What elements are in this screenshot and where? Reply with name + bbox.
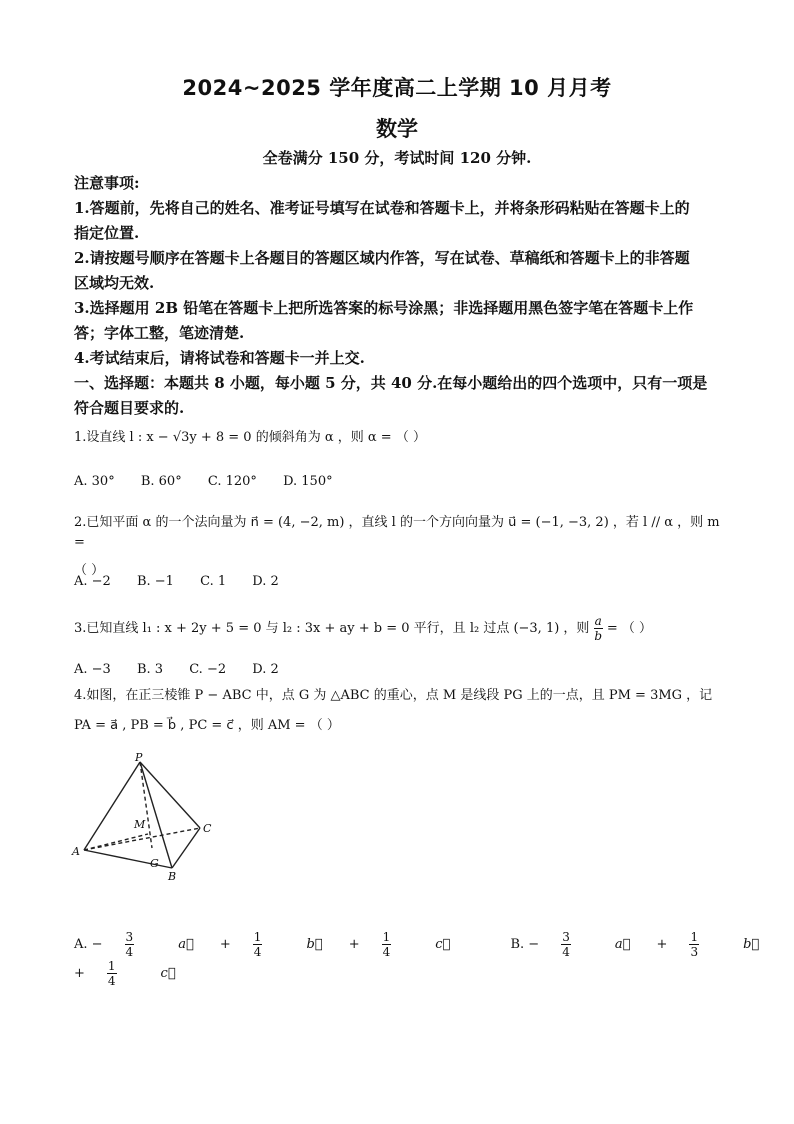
edge-bc bbox=[172, 828, 200, 868]
q3-fraction-den: b bbox=[594, 629, 602, 643]
q4a-frac-1 bbox=[125, 930, 157, 959]
q4b-vec-2: b⃗ bbox=[743, 937, 760, 952]
q4b-frac-3-num: 1 bbox=[107, 959, 116, 973]
q4-option-a bbox=[74, 930, 476, 959]
q3-fraction bbox=[594, 614, 603, 643]
edge-pc bbox=[140, 762, 200, 828]
q1-option-d: D. 150° bbox=[283, 474, 333, 489]
q4a-frac-2-den: 4 bbox=[253, 945, 262, 959]
q4b-frac-1-den: 4 bbox=[562, 945, 570, 959]
exam-subject: 数学 bbox=[376, 117, 418, 141]
question-2-stem bbox=[74, 513, 734, 581]
q4a-frac-3 bbox=[382, 930, 414, 959]
note-1-line-2: 指定位置. bbox=[74, 224, 140, 242]
q2-option-d: D. 2 bbox=[252, 574, 279, 589]
label-b: B bbox=[168, 870, 177, 882]
section-1-line-1: 一、选择题：本题共 8 小题，每小题 5 分，共 40 分.在每小题给出的四个选项中，只有一项是 bbox=[74, 374, 708, 392]
q3-option-a: A. −3 bbox=[74, 662, 111, 677]
q4a-vec-3: c⃗ bbox=[435, 937, 451, 952]
exam-title: 2024~2025 学年度高二上学期 10 月月考 bbox=[182, 76, 612, 100]
question-2-options bbox=[74, 574, 301, 589]
edge-pa bbox=[84, 762, 140, 850]
q4a-vec-2: b⃗ bbox=[306, 937, 323, 952]
q4b-sign-2: + bbox=[656, 937, 668, 952]
q4a-vec-1: a⃗ bbox=[178, 937, 194, 952]
q3-option-d: D. 2 bbox=[252, 662, 279, 677]
q4a-frac-1-num: 3 bbox=[125, 930, 134, 944]
q4a-frac-2-num: 1 bbox=[253, 930, 262, 944]
q4a-frac-1-den: 4 bbox=[125, 945, 134, 959]
q4a-sign-2: + bbox=[219, 937, 231, 952]
q2-stem-line-2: （ ） bbox=[74, 563, 105, 578]
q4b-vec-1: a⃗ bbox=[614, 937, 631, 952]
question-1-options bbox=[74, 474, 355, 489]
q2-stem-line-1: 2.已知平面 α 的一个法向量为 n⃗ = (4, −2, m) ，直线 l 的一个方向向量为 u⃗ = (−1, −3, 2) ，若 l // α ，则 m = bbox=[74, 515, 720, 550]
q4b-vec-3: c⃗ bbox=[160, 966, 176, 981]
q3-stem-post: = （ ） bbox=[606, 621, 653, 636]
q3-option-c: C. −2 bbox=[189, 662, 227, 677]
q4b-frac-3 bbox=[107, 959, 139, 988]
q1-option-c: C. 120° bbox=[207, 474, 257, 489]
q4-option-a-prefix: A. − bbox=[74, 937, 103, 952]
q3-option-b: B. 3 bbox=[136, 662, 164, 677]
notes-heading: 注意事项: bbox=[74, 174, 140, 192]
question-4-stem bbox=[74, 686, 734, 736]
q2-option-b: B. −1 bbox=[136, 574, 174, 589]
question-4-options bbox=[74, 930, 794, 988]
label-p: P bbox=[135, 752, 143, 764]
section-1-line-2: 符合题目要求的. bbox=[74, 399, 185, 417]
q4a-frac-3-den: 4 bbox=[382, 945, 391, 959]
q4a-frac-3-num: 1 bbox=[382, 930, 391, 944]
q4-option-b-prefix: B. − bbox=[510, 937, 540, 952]
q3-stem-pre: 3.已知直线 l₁ : x + 2y + 5 = 0 与 l₂ : 3x + ay + b = 0 平行，且 l₂ 过点 (−3, 1) ，则 bbox=[74, 621, 590, 636]
label-c: C bbox=[203, 822, 212, 835]
q4b-frac-1-num: 3 bbox=[562, 930, 570, 944]
label-a: A bbox=[72, 845, 80, 858]
question-1-stem: 1.设直线 l : x − √3y + 8 = 0 的倾斜角为 α ，则 α = （ ） bbox=[74, 430, 426, 445]
note-3-line-1: 3.选择题用 2B 铅笔在答题卡上把所选答案的标号涂黑；非选择题用黑色签字笔在答题卡上作 bbox=[74, 299, 694, 317]
notes-block bbox=[74, 171, 726, 421]
q4a-frac-2 bbox=[253, 930, 285, 959]
note-3-line-2: 答；字体工整，笔迹清楚. bbox=[74, 324, 245, 342]
exam-meta: 全卷满分 150 分，考试时间 120 分钟. bbox=[262, 149, 532, 167]
segment-am bbox=[84, 834, 148, 850]
pyramid-figure bbox=[68, 752, 218, 882]
q3-fraction-num: a bbox=[594, 614, 602, 628]
q4b-frac-2 bbox=[689, 930, 721, 959]
q2-option-c: C. 1 bbox=[200, 574, 227, 589]
note-2-line-2: 区域均无效. bbox=[74, 274, 155, 292]
edge-ab bbox=[84, 850, 172, 868]
q4b-frac-2-den: 3 bbox=[690, 945, 699, 959]
q1-option-a: A. 30° bbox=[74, 474, 115, 489]
note-2-line-1: 2.请按题号顺序在答题卡上各题目的答题区域内作答，写在试卷、草稿纸和答题卡上的非答题 bbox=[74, 249, 690, 267]
q4b-frac-3-den: 4 bbox=[107, 974, 116, 988]
question-3-stem bbox=[74, 614, 734, 643]
question-3-options bbox=[74, 662, 301, 677]
q4b-frac-1 bbox=[561, 930, 593, 959]
note-1-line-1: 1.答题前，先将自己的姓名、准考证号填写在试卷和答题卡上，并将条形码粘贴在答题卡上的 bbox=[74, 199, 690, 217]
q4a-sign-3: + bbox=[348, 937, 360, 952]
label-m: M bbox=[134, 818, 146, 831]
q1-option-b: B. 60° bbox=[140, 474, 182, 489]
note-4: 4.考试结束后，请将试卷和答题卡一并上交. bbox=[74, 349, 365, 367]
label-g: G bbox=[150, 857, 159, 870]
q4b-frac-2-num: 1 bbox=[690, 930, 699, 944]
edge-ac bbox=[84, 828, 200, 850]
q4-stem-line-1: 4.如图，在正三棱锥 P − ABC 中，点 G 为 △ABC 的重心，点 M 是线段 PG 上的一点，且 PM = 3MG ，记 bbox=[74, 688, 713, 703]
q4-stem-line-2: PA = a⃗ , PB = b⃗ , PC = c⃗ ，则 AM = （ ） bbox=[74, 718, 340, 733]
q4b-sign-3: + bbox=[74, 966, 85, 981]
q2-option-a: A. −2 bbox=[74, 574, 111, 589]
edge-pb bbox=[140, 762, 172, 868]
